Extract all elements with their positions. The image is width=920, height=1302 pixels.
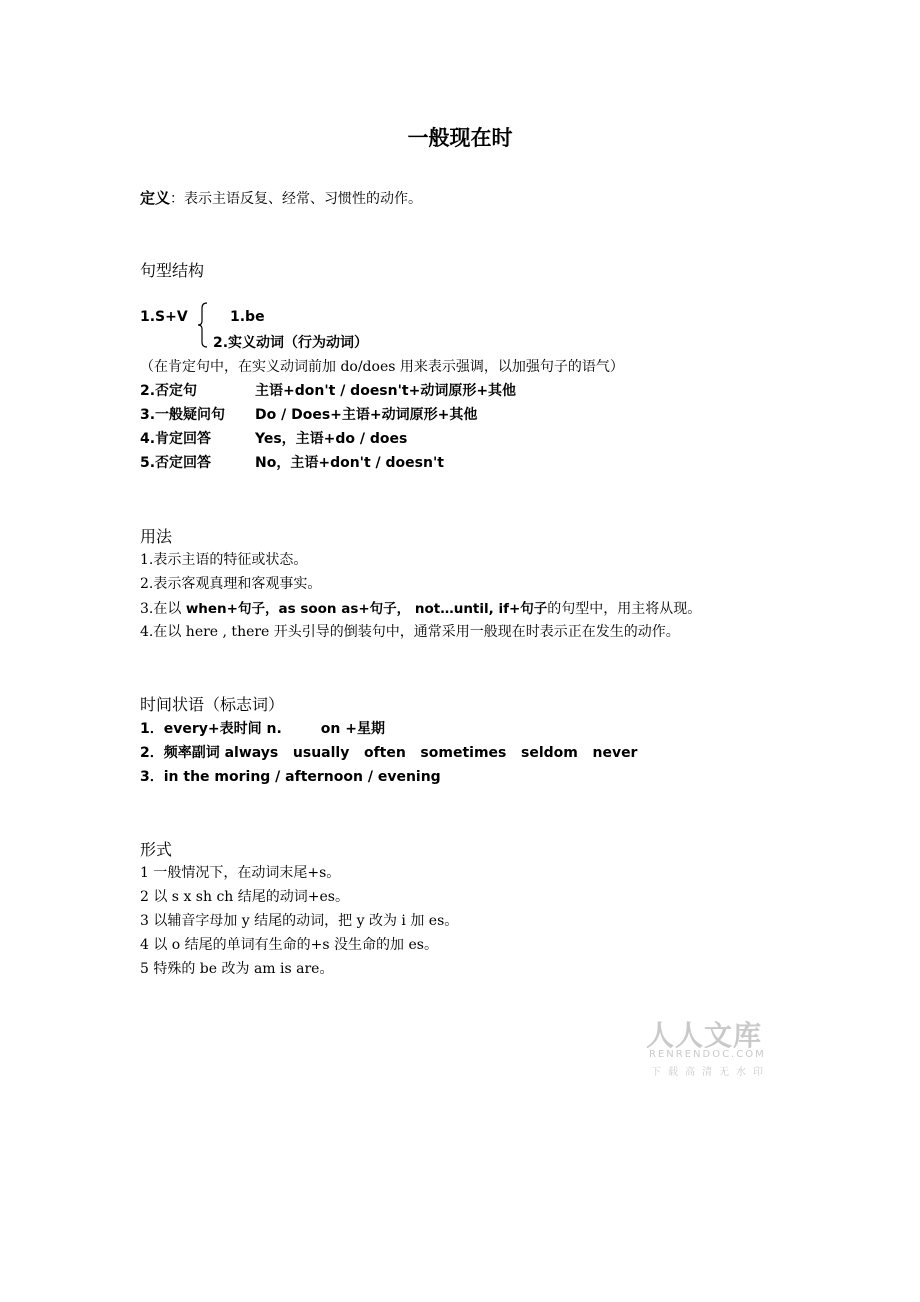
structure-heading: 句型结构: [140, 261, 205, 280]
page-title: 一般现在时: [407, 126, 513, 150]
usage-item-3: [140, 597, 701, 618]
structure-row: [140, 404, 740, 424]
form-item: 4 以 o 结尾的单词有生命的+s 没生命的加 es。: [140, 937, 438, 953]
row-label: 4.肯定回答: [140, 431, 212, 447]
form-item: 2 以 s x sh ch 结尾的动词+es。: [140, 889, 349, 905]
watermark-logo: 人人文库: [646, 1019, 763, 1052]
watermark-subtitle: 下载高清无水印: [651, 1067, 770, 1078]
definition-label: 定义: [140, 189, 171, 207]
row-value: No，主语+don't / doesn't: [255, 455, 444, 471]
usage-heading: 用法: [140, 527, 173, 546]
definition-text: ：表示主语反复、经常、习惯性的动作。: [170, 191, 423, 207]
row-label: 2.否定句: [140, 383, 198, 399]
sv-option-verb: 2.实义动词（行为动词）: [213, 335, 369, 351]
time-adverb-item: 1．every+表时间 n. on +星期: [140, 721, 385, 737]
usage-item-3-prefix: 3.在以: [140, 601, 186, 617]
form-item: 1 一般情况下，在动词末尾+s。: [140, 865, 341, 881]
brace-icon: [198, 302, 208, 348]
row-value: 主语+don't / doesn't+动词原形+其他: [255, 383, 517, 399]
definition: [140, 187, 422, 208]
usage-item-3-suffix: 的句型中，用主将从现。: [547, 601, 702, 617]
sv-label: 1.S+V: [140, 309, 188, 325]
time-adverb-item: 3．in the moring / afternoon / evening: [140, 769, 441, 785]
time-adverbs-heading: 时间状语（标志词）: [140, 695, 285, 714]
structure-row: [140, 380, 740, 400]
sv-option-be: 1.be: [230, 309, 265, 325]
form-item: 5 特殊的 be 改为 am is are。: [140, 961, 334, 977]
row-value: Do / Does+主语+动词原形+其他: [255, 407, 478, 423]
form-item: 3 以辅音字母加 y 结尾的动词，把 y 改为 i 加 es。: [140, 913, 459, 929]
forms-heading: 形式: [140, 840, 173, 859]
row-label: 5.否定回答: [140, 455, 212, 471]
row-value: Yes，主语+do / does: [255, 431, 408, 447]
usage-item-3-keywords: when+句子，as soon as+句子， not…until, if+句子: [185, 601, 548, 617]
time-adverb-item: 2．频率副词 always usually often sometimes seldom never: [140, 745, 638, 761]
watermark-url: RENRENDOC.COM: [649, 1049, 766, 1060]
row-label: 3.一般疑问句: [140, 407, 226, 423]
usage-item: 2.表示客观真理和客观事实。: [140, 576, 322, 592]
structure-note: （在肯定句中，在实义动词前加 do/does 用来表示强调，以加强句子的语气）: [140, 359, 624, 375]
structure-row: [140, 428, 740, 448]
usage-item: 1.表示主语的特征或状态。: [140, 552, 308, 568]
structure-row: [140, 452, 740, 472]
usage-item: 4.在以 here , there 开头引导的倒装句中，通常采用一般现在时表示正在发生的动作。: [140, 624, 680, 640]
